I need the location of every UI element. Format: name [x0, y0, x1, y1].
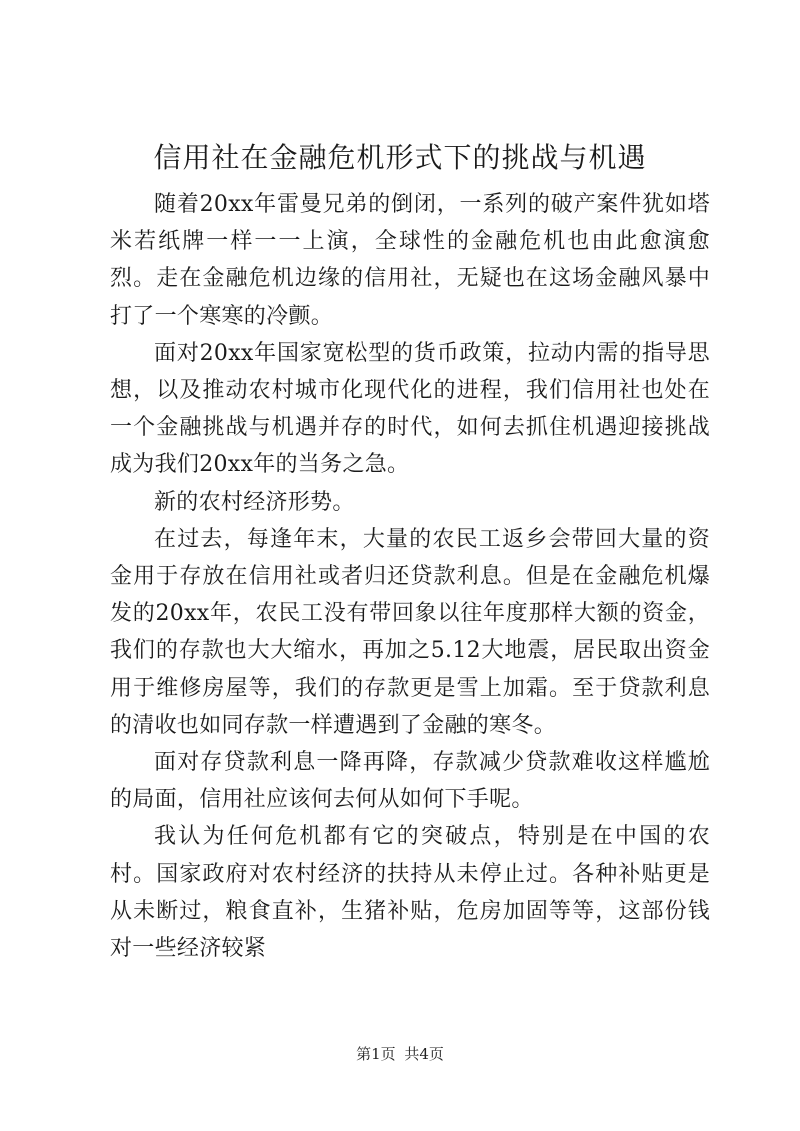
page-number: 第1页 [356, 1045, 396, 1063]
paragraph: 面对存贷款利息一降再降，存款减少贷款难收这样尴尬的局面，信用社应该何去何从如何下手呢。 [110, 750, 710, 813]
document-body [110, 186, 710, 967]
document-title: 信用社在金融危机形式下的挑战与机遇 [153, 141, 647, 174]
paragraph: 在过去，每逢年末，大量的农民工返乡会带回大量的资金用于存放在信用社或者归还贷款利息。但是在金融危机爆发的20xx年，农民工没有带回象以往年度那样大额的资金，我们的存款也大大缩水，再加之5.12大地震，居民取出资金用于维修房屋等，我们的存款更是雪上加霜。至于贷款利息的清收也如同存款一样遭遇到了金融的寒冬。 [110, 526, 710, 738]
paragraph: 我认为任何危机都有它的突破点，特别是在中国的农村。国家政府对农村经济的扶持从未停止过。各种补贴更是从未断过，粮食直补，生猪补贴，危房加固等等，这部份钱对一些经济较紧 [110, 824, 710, 962]
paragraph: 面对20xx年国家宽松型的货币政策，拉动内需的指导思想，以及推动农村城市化现代化的进程，我们信用社也处在一个金融挑战与机遇并存的时代，如何去抓住机遇迎接挑战成为我们20xx年的当务之急。 [110, 340, 710, 478]
page-total: 共4页 [404, 1045, 444, 1063]
paragraph: 新的农村经济形势。 [154, 489, 355, 515]
page-footer [0, 1044, 800, 1064]
paragraph: 随着20xx年雷曼兄弟的倒闭，一系列的破产案件犹如塔米若纸牌一样一一上演，全球性的金融危机也由此愈演愈烈。走在金融危机边缘的信用社，无疑也在这场金融风暴中打了一个寒寒的冷颤。 [110, 192, 710, 329]
